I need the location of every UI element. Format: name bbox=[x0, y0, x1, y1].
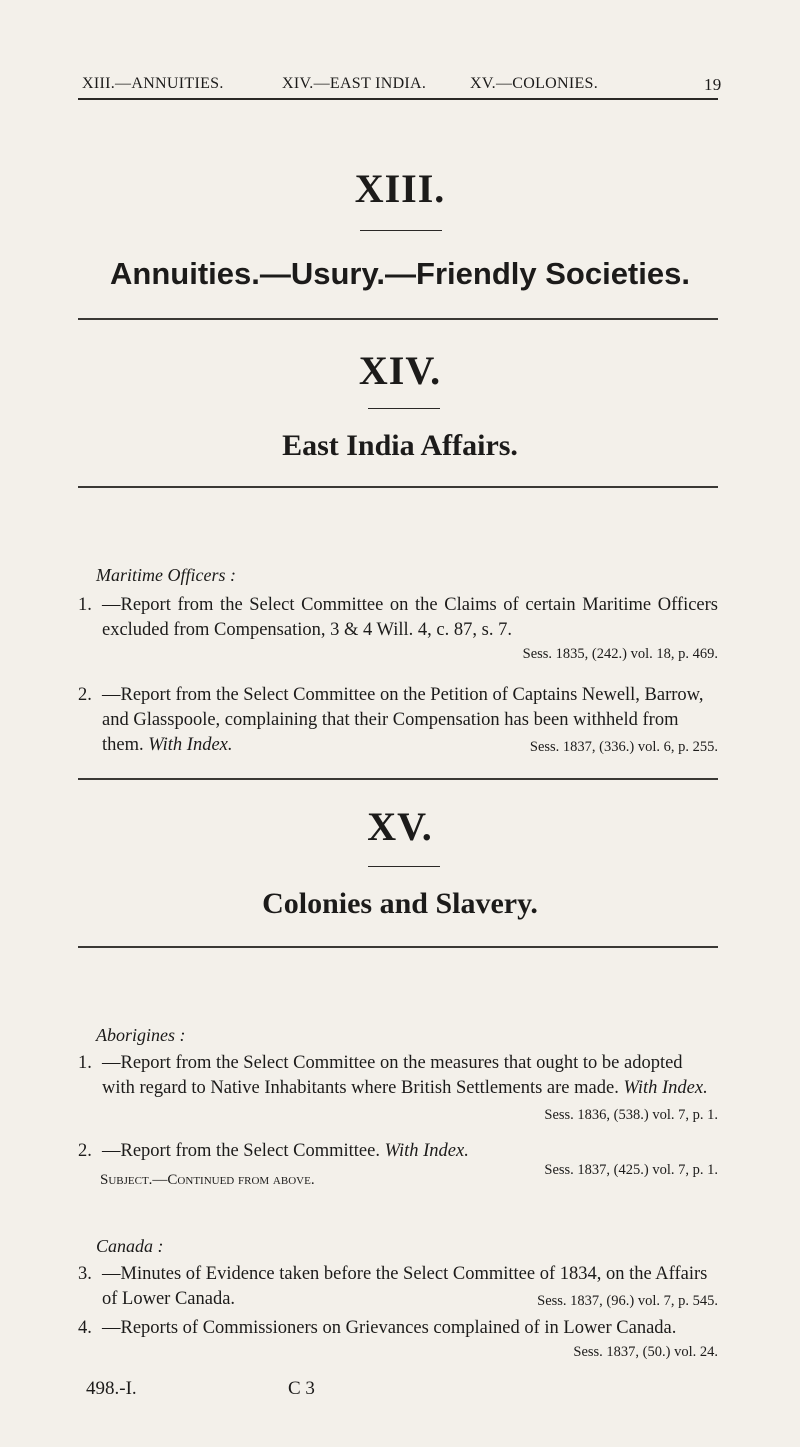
entry-session: Sess. 1837, (336.) vol. 6, p. 255. bbox=[529, 739, 718, 755]
entry-text: —Reports of Commissioners on Grievances complained of in Lower Canada. bbox=[102, 1318, 677, 1338]
entry-number: 1. bbox=[78, 595, 92, 615]
section-xiii-numeral: XIII. bbox=[354, 166, 446, 211]
entry-session: Sess. 1836, (538.) vol. 7, p. 1. bbox=[544, 1107, 718, 1123]
entry-session: Sess. 1837, (50.) vol. 24. bbox=[573, 1344, 718, 1360]
entry-number: 1. bbox=[78, 1053, 92, 1073]
section-divider-4 bbox=[78, 946, 718, 948]
section-divider-3 bbox=[78, 778, 718, 780]
section-xv-numeral: XV. bbox=[367, 804, 433, 849]
footer-code: 498.-I. bbox=[86, 1378, 137, 1399]
running-head-left: XIII.—ANNUITIES. bbox=[82, 75, 224, 92]
colonies-entry-3 bbox=[78, 1262, 718, 1314]
canada-subheading: Canada : bbox=[96, 1236, 164, 1256]
entry-text: —Report from the Select Committee on the Claims of certain Maritime Officers excluded from Compensation, 3 & 4 Will. 4, c. 87, s. 7. bbox=[102, 595, 718, 640]
section-xv-title: Colonies and Slavery. bbox=[262, 887, 538, 920]
colonies-entry-2 bbox=[78, 1139, 718, 1164]
section-divider-2 bbox=[78, 486, 718, 488]
header-rule bbox=[78, 98, 718, 100]
entry-index-note: With Index. bbox=[623, 1078, 708, 1098]
entry-text: —Report from the Select Committee on the Petition of Captains Newell, Barrow, and Glasspoole, complaining that their Compensation has been withheld from them. bbox=[102, 685, 704, 755]
east-india-entry-1 bbox=[78, 593, 718, 665]
entry-session: Sess. 1837, (425.) vol. 7, p. 1. bbox=[544, 1162, 718, 1178]
entry-index-note: With Index. bbox=[384, 1141, 469, 1161]
entry-subject: Subject.—Continued from above. bbox=[100, 1172, 315, 1188]
entry-session: Sess. 1837, (96.) vol. 7, p. 545. bbox=[537, 1293, 718, 1309]
section-xiv-short-rule bbox=[368, 408, 440, 409]
east-india-entry-2 bbox=[78, 683, 718, 760]
signature-mark: C 3 bbox=[288, 1378, 315, 1399]
entry-session: Sess. 1835, (242.) vol. 18, p. 469. bbox=[522, 646, 718, 662]
section-divider-1 bbox=[78, 318, 718, 320]
maritime-officers-subheading: Maritime Officers : bbox=[96, 565, 236, 585]
entry-text: —Report from the Select Committee on the measures that ought to be adopted with regard to Native Inhabitants where British Settlements are made. bbox=[102, 1053, 683, 1098]
colonies-entry-4 bbox=[78, 1316, 718, 1363]
section-xiii-short-rule bbox=[360, 230, 442, 231]
entry-number: 4. bbox=[78, 1318, 92, 1338]
section-xiv-numeral: XIV. bbox=[358, 348, 442, 393]
section-xv-short-rule bbox=[368, 866, 440, 867]
entry-index-note: With Index. bbox=[148, 735, 233, 755]
colonies-entry-1 bbox=[78, 1051, 718, 1128]
running-head-right: XV.—COLONIES. bbox=[470, 75, 599, 92]
running-head-middle: XIV.—EAST INDIA. bbox=[282, 75, 427, 92]
entry-text: —Report from the Select Committee. bbox=[102, 1141, 380, 1161]
entry-number: 2. bbox=[78, 685, 92, 705]
section-xiii-title: Annuities.—Usury.—Friendly Societies. bbox=[110, 256, 690, 291]
entry-number: 2. bbox=[78, 1141, 92, 1161]
entry-number: 3. bbox=[78, 1264, 92, 1284]
aborigines-subheading: Aborigines : bbox=[96, 1025, 186, 1045]
page-number: 19 bbox=[704, 75, 722, 94]
entry-text: —Minutes of Evidence taken before the Select Committee of 1834, on the Affairs of Lower Canada. bbox=[102, 1264, 708, 1309]
section-xiv-title: East India Affairs. bbox=[282, 429, 518, 462]
